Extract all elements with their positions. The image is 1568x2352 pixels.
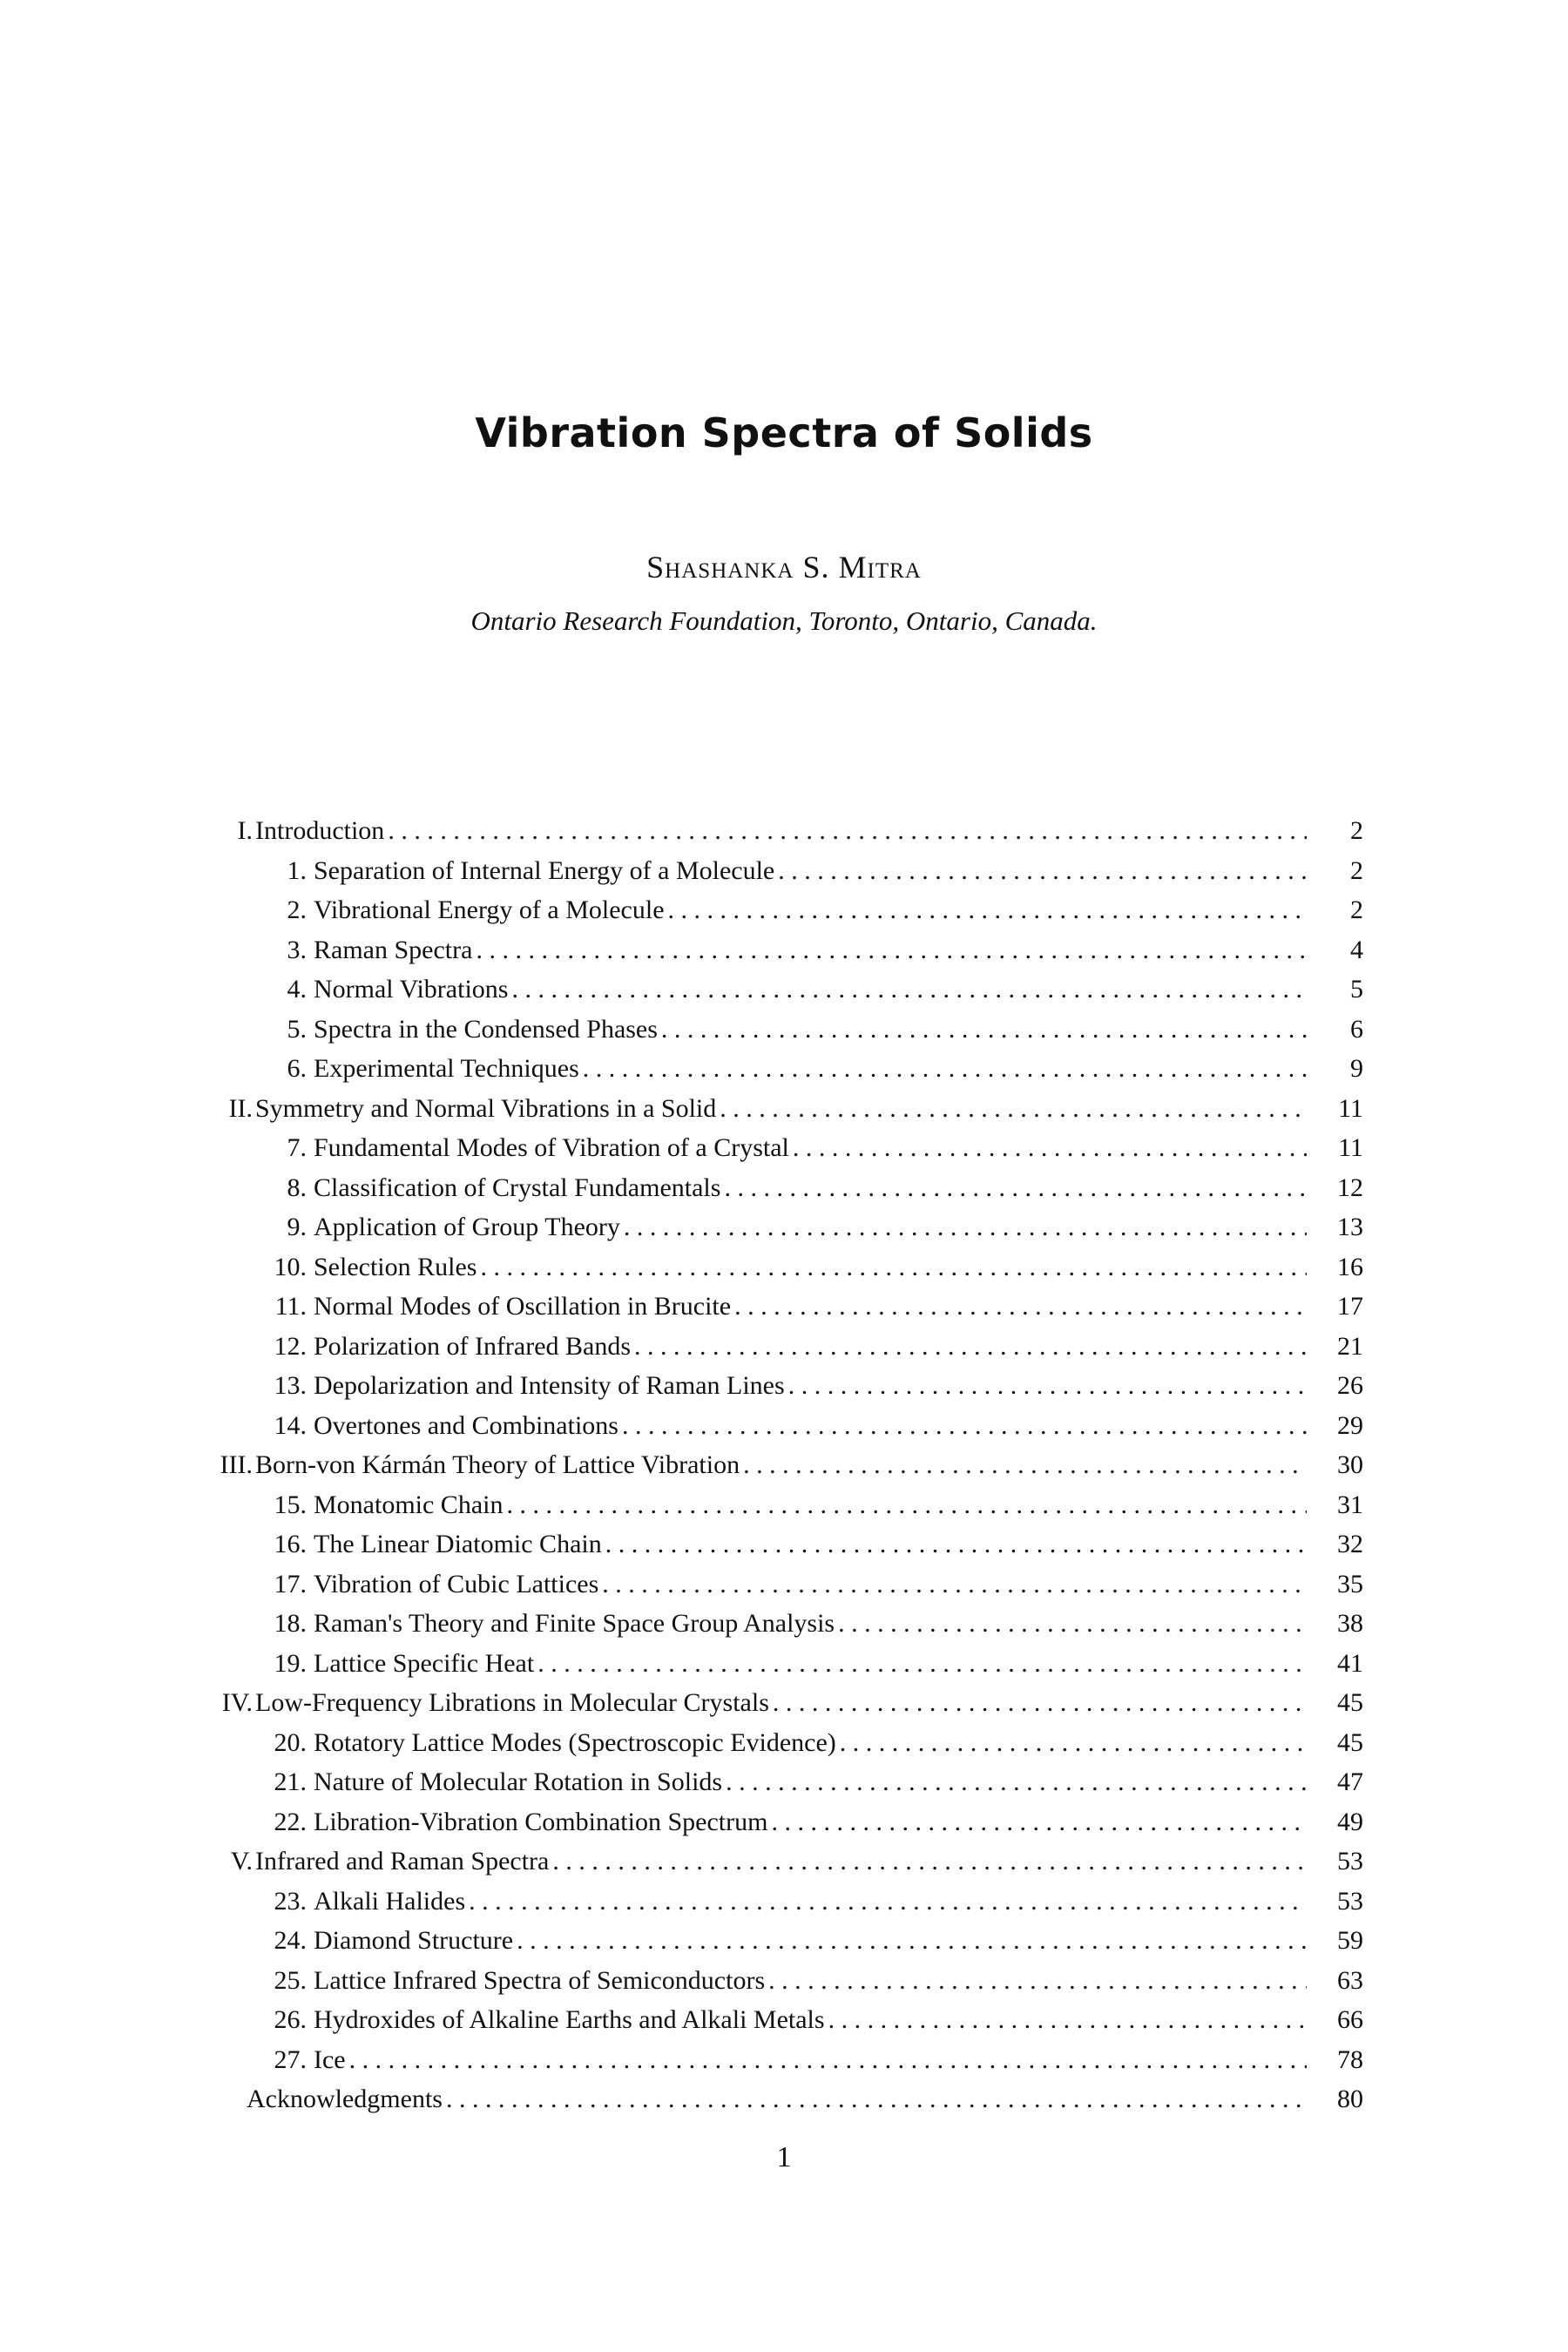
toc-entry-number: 22. <box>274 1807 307 1836</box>
toc-section-entry <box>0 1604 1568 1644</box>
toc-section-entry <box>0 1327 1568 1367</box>
toc-entry-leader <box>314 1723 1307 1763</box>
dot-leader <box>346 2040 1307 2080</box>
toc-entry-number: 26. <box>274 2005 307 2034</box>
toc-entry-leader <box>314 1644 1307 1684</box>
toc-entry-leader <box>314 851 1307 891</box>
toc-entry-leader <box>255 1445 1307 1485</box>
toc-section-entry <box>0 1723 1568 1763</box>
toc-entry-page: 31 <box>1337 1490 1363 1519</box>
toc-entry-number: 16. <box>274 1530 307 1558</box>
toc-entry-number: 2. <box>287 896 307 924</box>
toc-entry-label: Separation of Internal Energy of a Molecule <box>314 851 774 891</box>
toc-entry-leader <box>255 1089 1307 1129</box>
toc-chapter-entry <box>0 1445 1568 1485</box>
dot-leader <box>503 1485 1307 1525</box>
dot-leader <box>785 1366 1307 1406</box>
toc-entry-label: Symmetry and Normal Vibrations in a Solid <box>255 1089 716 1129</box>
toc-entry-page: 29 <box>1337 1410 1363 1440</box>
toc-entry-leader <box>314 1565 1307 1605</box>
toc-section-entry <box>0 1366 1568 1406</box>
toc-entry-label: Raman's Theory and Finite Space Group Analysis <box>314 1604 835 1644</box>
toc-entry-page: 32 <box>1337 1530 1363 1558</box>
toc-entry-leader <box>314 1128 1307 1168</box>
dot-leader <box>765 1961 1307 2001</box>
toc-entry-leader <box>255 1842 1307 1882</box>
toc-entry-number: 10. <box>274 1252 307 1281</box>
toc-entry-page: 59 <box>1337 1926 1363 1955</box>
toc-section-entry <box>0 2079 1568 2119</box>
toc-section-entry <box>0 2040 1568 2080</box>
toc-entry-number: 5. <box>287 1014 307 1044</box>
toc-entry-label: Selection Rules <box>314 1247 476 1288</box>
toc-entry-leader <box>314 1604 1307 1644</box>
toc-entry-label: Libration-Vibration Combination Spectrum <box>314 1802 767 1842</box>
toc-section-entry <box>0 890 1568 930</box>
toc-entry-leader <box>314 1168 1307 1208</box>
toc-section-entry <box>0 1010 1568 1050</box>
toc-section-entry <box>0 1485 1568 1525</box>
toc-entry-number: 20. <box>274 1727 307 1757</box>
toc-section-entry <box>0 930 1568 970</box>
dot-leader <box>476 1247 1307 1288</box>
toc-entry-page: 53 <box>1337 1886 1363 1916</box>
dot-leader <box>598 1565 1307 1605</box>
dot-leader <box>665 890 1307 930</box>
toc-entry-leader <box>314 1207 1307 1247</box>
toc-entry-number: 25. <box>274 1965 307 1995</box>
toc-entry-number: 21. <box>274 1767 307 1796</box>
toc-entry-page: 49 <box>1337 1807 1363 1836</box>
toc-entry-page: 53 <box>1337 1847 1363 1876</box>
toc-entry-label: Rotatory Lattice Modes (Spectroscopic Evidence) <box>314 1723 836 1763</box>
toc-entry-label: Hydroxides of Alkaline Earths and Alkali Metals <box>314 2000 825 2040</box>
toc-entry-number: 8. <box>287 1173 307 1202</box>
toc-entry-number: II. <box>228 1093 253 1123</box>
toc-entry-page: 5 <box>1350 975 1363 1004</box>
toc-entry-leader <box>314 2040 1307 2080</box>
table-of-contents <box>0 811 1568 2119</box>
dot-leader <box>722 1762 1307 1802</box>
toc-entry-number: I. <box>237 816 253 845</box>
toc-entry-leader <box>314 1247 1307 1288</box>
toc-entry-label: Monatomic Chain <box>314 1485 503 1525</box>
toc-entry-leader <box>314 1287 1307 1327</box>
toc-entry-page: 16 <box>1337 1252 1363 1281</box>
dot-leader <box>508 970 1307 1010</box>
toc-entry-page: 45 <box>1337 1688 1363 1717</box>
toc-entry-page: 80 <box>1337 2085 1363 2113</box>
dot-leader <box>658 1010 1307 1050</box>
toc-chapter-entry <box>0 811 1568 851</box>
toc-entry-leader <box>314 1049 1307 1089</box>
toc-entry-leader <box>314 1921 1307 1961</box>
toc-entry-label: Spectra in the Condensed Phases <box>314 1010 658 1050</box>
toc-entry-page: 38 <box>1337 1609 1363 1638</box>
toc-entry-leader <box>314 1327 1307 1367</box>
toc-entry-page: 4 <box>1350 935 1363 964</box>
toc-entry-number: V. <box>230 1847 253 1876</box>
toc-entry-label: Classification of Crystal Fundamentals <box>314 1168 720 1208</box>
toc-entry-page: 78 <box>1337 2044 1363 2074</box>
toc-entry-page: 30 <box>1337 1450 1363 1479</box>
toc-entry-page: 17 <box>1337 1292 1363 1321</box>
toc-entry-number: 11. <box>274 1292 307 1321</box>
toc-entry-label: Lattice Specific Heat <box>314 1644 534 1684</box>
dot-leader <box>720 1168 1307 1208</box>
toc-entry-label: Application of Group Theory <box>314 1207 620 1247</box>
toc-entry-label: Diamond Structure <box>314 1921 513 1961</box>
toc-entry-label: Born-von Kármán Theory of Lattice Vibration <box>255 1445 740 1485</box>
toc-entry-leader <box>314 1882 1307 1922</box>
dot-leader <box>618 1406 1307 1446</box>
toc-entry-leader <box>255 811 1307 851</box>
toc-entry-page: 66 <box>1337 2005 1363 2034</box>
toc-chapter-entry <box>0 1683 1568 1723</box>
toc-entry-label: Vibration of Cubic Lattices <box>314 1565 598 1605</box>
dot-leader <box>789 1128 1307 1168</box>
toc-entry-label: The Linear Diatomic Chain <box>314 1524 602 1565</box>
dot-leader <box>836 1723 1307 1763</box>
author-name: Shashanka S. Mitra <box>646 550 922 585</box>
toc-section-entry <box>0 970 1568 1010</box>
page-number: 1 <box>776 2141 792 2173</box>
toc-entry-page: 41 <box>1337 1648 1363 1678</box>
toc-entry-label: Introduction <box>255 811 384 851</box>
toc-entry-label: Nature of Molecular Rotation in Solids <box>314 1762 722 1802</box>
toc-entry-label: Raman Spectra <box>314 930 472 970</box>
toc-entry-page: 2 <box>1350 896 1363 924</box>
toc-entry-number: 6. <box>287 1054 307 1083</box>
toc-entry-label: Experimental Techniques <box>314 1049 579 1089</box>
toc-entry-number: 7. <box>287 1133 307 1162</box>
dot-leader <box>513 1921 1307 1961</box>
toc-entry-page: 2 <box>1350 855 1363 885</box>
toc-entry-page: 35 <box>1337 1569 1363 1598</box>
toc-entry-leader <box>314 1366 1307 1406</box>
toc-entry-label: Normal Modes of Oscillation in Brucite <box>314 1287 731 1327</box>
toc-entry-leader <box>314 1802 1307 1842</box>
toc-entry-label: Fundamental Modes of Vibration of a Crystal <box>314 1128 789 1168</box>
toc-entry-page: 6 <box>1350 1014 1363 1044</box>
toc-entry-page: 63 <box>1337 1965 1363 1995</box>
toc-entry-page: 2 <box>1350 816 1363 845</box>
toc-entry-page: 11 <box>1338 1133 1363 1162</box>
dot-leader <box>774 851 1307 891</box>
toc-section-entry <box>0 1049 1568 1089</box>
toc-section-entry <box>0 1247 1568 1288</box>
toc-entry-page: 13 <box>1337 1213 1363 1241</box>
dot-leader <box>835 1604 1307 1644</box>
toc-entry-label: Infrared and Raman Spectra <box>255 1842 549 1882</box>
toc-entry-number: 14. <box>274 1410 307 1440</box>
dot-leader <box>534 1644 1307 1684</box>
toc-entry-label: Overtones and Combinations <box>314 1406 618 1446</box>
dot-leader <box>631 1327 1307 1367</box>
toc-section-entry <box>0 1961 1568 2001</box>
toc-section-entry <box>0 1524 1568 1565</box>
toc-entry-number: 9. <box>287 1213 307 1241</box>
toc-entry-number: 18. <box>274 1609 307 1638</box>
toc-entry-leader <box>314 1524 1307 1565</box>
dot-leader <box>602 1524 1307 1565</box>
dot-leader <box>579 1049 1307 1089</box>
dot-leader <box>620 1207 1307 1247</box>
toc-entry-label: Ice <box>314 2040 346 2080</box>
toc-entry-number: 12. <box>274 1331 307 1361</box>
toc-section-entry <box>0 1762 1568 1802</box>
dot-leader <box>549 1842 1307 1882</box>
toc-entry-page: 11 <box>1338 1093 1363 1123</box>
dot-leader <box>825 2000 1307 2040</box>
toc-entry-number: 27. <box>274 2044 307 2074</box>
toc-section-entry <box>0 1168 1568 1208</box>
toc-entry-number: 3. <box>287 935 307 964</box>
toc-entry-page: 47 <box>1337 1767 1363 1796</box>
toc-entry-number: III. <box>220 1450 253 1479</box>
dot-leader <box>767 1802 1307 1842</box>
toc-entry-label: Normal Vibrations <box>314 970 508 1010</box>
toc-entry-number: 24. <box>274 1926 307 1955</box>
toc-entry-number: 15. <box>274 1490 307 1519</box>
dot-leader <box>443 2079 1307 2119</box>
toc-entry-label: Vibrational Energy of a Molecule <box>314 890 665 930</box>
toc-section-entry <box>0 851 1568 891</box>
dot-leader <box>731 1287 1307 1327</box>
toc-entry-leader <box>255 1683 1307 1723</box>
toc-section-entry <box>0 1882 1568 1922</box>
dot-leader <box>716 1089 1307 1129</box>
toc-chapter-entry <box>0 1842 1568 1882</box>
toc-entry-label: Acknowledgments <box>247 2079 443 2119</box>
toc-entry-number: 4. <box>287 975 307 1004</box>
toc-section-entry <box>0 1921 1568 1961</box>
toc-entry-label: Low-Frequency Librations in Molecular Crystals <box>255 1683 769 1723</box>
toc-entry-page: 26 <box>1337 1371 1363 1400</box>
toc-entry-leader <box>314 930 1307 970</box>
toc-entry-leader <box>314 1485 1307 1525</box>
dot-leader <box>740 1445 1307 1485</box>
toc-entry-page: 45 <box>1337 1727 1363 1757</box>
toc-section-entry <box>0 1128 1568 1168</box>
toc-entry-number: 1. <box>287 855 307 885</box>
toc-entry-leader <box>314 890 1307 930</box>
toc-entry-leader <box>314 1406 1307 1446</box>
toc-entry-number: 17. <box>274 1569 307 1598</box>
dot-leader <box>769 1683 1307 1723</box>
toc-entry-number: 19. <box>274 1648 307 1678</box>
toc-entry-label: Alkali Halides <box>314 1882 465 1922</box>
toc-chapter-entry <box>0 1089 1568 1129</box>
dot-leader <box>465 1882 1307 1922</box>
page-title: Vibration Spectra of Solids <box>475 409 1093 456</box>
toc-entry-leader <box>314 2000 1307 2040</box>
toc-entry-leader <box>314 1010 1307 1050</box>
toc-entry-label: Lattice Infrared Spectra of Semiconductors <box>314 1961 765 2001</box>
toc-section-entry <box>0 1802 1568 1842</box>
toc-section-entry <box>0 1406 1568 1446</box>
dot-leader <box>384 811 1307 851</box>
toc-entry-number: 23. <box>274 1886 307 1916</box>
toc-entry-page: 21 <box>1337 1331 1363 1361</box>
toc-section-entry <box>0 1644 1568 1684</box>
toc-entry-leader <box>314 1762 1307 1802</box>
toc-section-entry <box>0 2000 1568 2040</box>
dot-leader <box>472 930 1307 970</box>
toc-section-entry <box>0 1207 1568 1247</box>
toc-entry-number: IV. <box>221 1688 253 1717</box>
toc-section-entry <box>0 1565 1568 1605</box>
toc-entry-leader <box>314 970 1307 1010</box>
toc-entry-leader <box>314 1961 1307 2001</box>
toc-entry-number: 13. <box>274 1371 307 1400</box>
author-affiliation: Ontario Research Foundation, Toronto, Ontario, Canada. <box>470 605 1098 636</box>
toc-entry-page: 12 <box>1337 1173 1363 1202</box>
toc-entry-page: 9 <box>1350 1054 1363 1083</box>
toc-section-entry <box>0 1287 1568 1327</box>
toc-entry-leader <box>247 2079 1307 2119</box>
toc-entry-label: Polarization of Infrared Bands <box>314 1327 631 1367</box>
toc-entry-label: Depolarization and Intensity of Raman Lines <box>314 1366 785 1406</box>
